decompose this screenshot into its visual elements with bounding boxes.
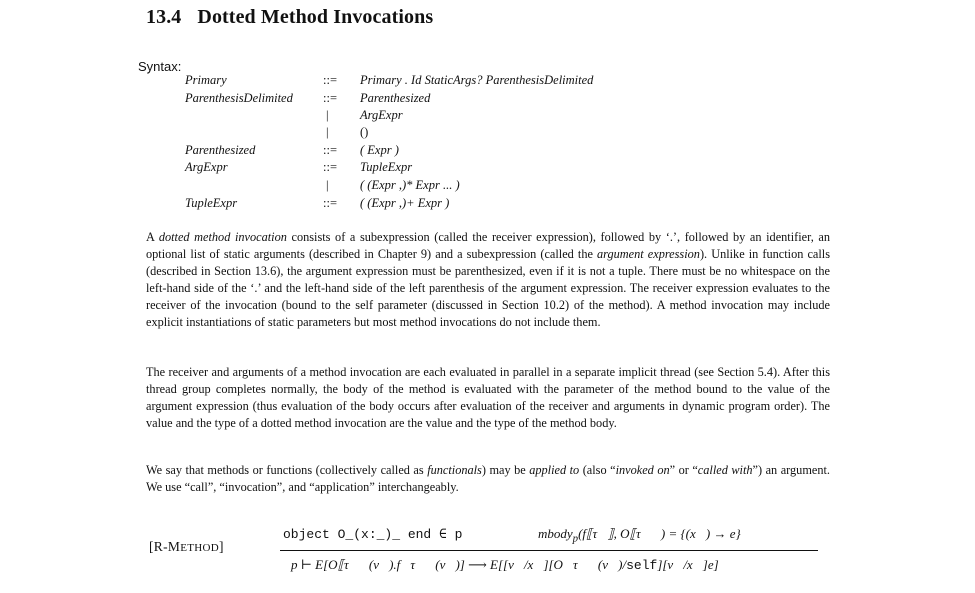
paragraph-terminology: We say that methods or functions (collectively called as functionals) may be applied to (also “invoked on” or “called with”) an argument. We use “call”, “invocation”, and “application” interchangeably. — [146, 463, 830, 494]
grammar-production: Primary . Id StaticArgs? ParenthesisDelimited — [360, 73, 594, 87]
grammar-nonterminal: ArgExpr — [185, 160, 228, 174]
section-heading — [146, 6, 433, 29]
grammar-operator: ::= — [323, 160, 337, 174]
grammar-alternative-bar: | — [326, 108, 329, 122]
paragraph-evaluation: The receiver and arguments of a method invocation are each evaluated in parallel in a separate implicit thread (see Section 5.4). After this thread group completes normally, the body of the method is evaluated with the parameter of the method bound to the value of the argument expression (thus evaluation of the body occurs after evaluation of the receiver and arguments in dynamic program order). The value and the type of a dotted method invocation are the value and the type of the method body. — [146, 365, 830, 430]
section-number: 13.4 — [146, 6, 182, 28]
grammar-operator: ::= — [323, 91, 337, 105]
term-called-with: called with — [697, 463, 753, 477]
grammar-production: ( Expr ) — [360, 143, 399, 157]
section-title: Dotted Method Invocations — [197, 6, 434, 28]
term-applied-to: applied to — [529, 463, 580, 477]
term-argument-expression: argument expression — [597, 247, 700, 261]
grammar-alternative-bar: | — [326, 125, 329, 139]
grammar-production: TupleExpr — [360, 160, 413, 174]
grammar-production: Parenthesized — [360, 91, 431, 105]
term-dotted-method-invocation: dotted method invocation — [158, 230, 287, 244]
rule-conclusion: p ⊢ E[O⟦τ⃗⟧(v⃗).f⟦τ⃗⟧(v⃗)] ⟶ E[[v⃗/x⃗][O⟦τ⃗⟧(v⃗)/self][v⃗/x⃗]e] — [291, 557, 719, 573]
syntax-label: Syntax: — [138, 59, 182, 74]
grammar-nonterminal: TupleExpr — [185, 196, 238, 210]
grammar-operator: ::= — [323, 73, 337, 87]
rule-label: [R-METHOD] — [149, 539, 224, 554]
grammar-production: () — [360, 125, 369, 139]
grammar-nonterminal: Primary — [185, 73, 227, 87]
grammar-operator: ::= — [323, 143, 337, 157]
term-functionals: functionals — [427, 463, 482, 477]
grammar-alternative-bar: | — [326, 178, 329, 192]
rule-premises — [283, 526, 813, 546]
grammar-operator: ::= — [323, 196, 337, 210]
paragraph-definition: A dotted method invocation consists of a subexpression (called the receiver expression), followed by ‘.’, followed by an identifier, an optional list of static arguments (described in Chapter 9) and a subexpression (called the argument expression). Unlike in function calls (described in Section 13.6), the argument expression must be parenthesized, even if it is not a tuple. There must be no whitespace on the left-hand side of the ‘.’ and the left-hand side of the left parenthesis of the argument expression. The receiver expression evaluates to the receiver of the invocation (bound to the self parameter (discussed in Section 10.2) of the method). A method invocation may include explicit instantiations of static parameters but most method invocations do not include them. — [146, 230, 831, 329]
grammar-nonterminal: Parenthesized — [185, 143, 256, 157]
rule-premise-mbody: mbody$_p$(f⟦τ⃗⟧, O⟦τ⃗⟧) = {(x⃗) → e} — [538, 526, 741, 545]
self-keyword: self — [626, 558, 658, 573]
grammar-production: ( (Expr ,)* Expr ... ) — [360, 178, 460, 192]
grammar-production: ( (Expr ,)+ Expr ) — [360, 196, 450, 210]
term-invoked-on: invoked on — [615, 463, 670, 477]
inference-rule-line — [280, 550, 818, 551]
grammar-production: ArgExpr — [360, 108, 403, 122]
grammar-nonterminal: ParenthesisDelimited — [185, 91, 293, 105]
rule-premise-object: object O_(x:_)_ end ∈ p — [283, 527, 463, 542]
